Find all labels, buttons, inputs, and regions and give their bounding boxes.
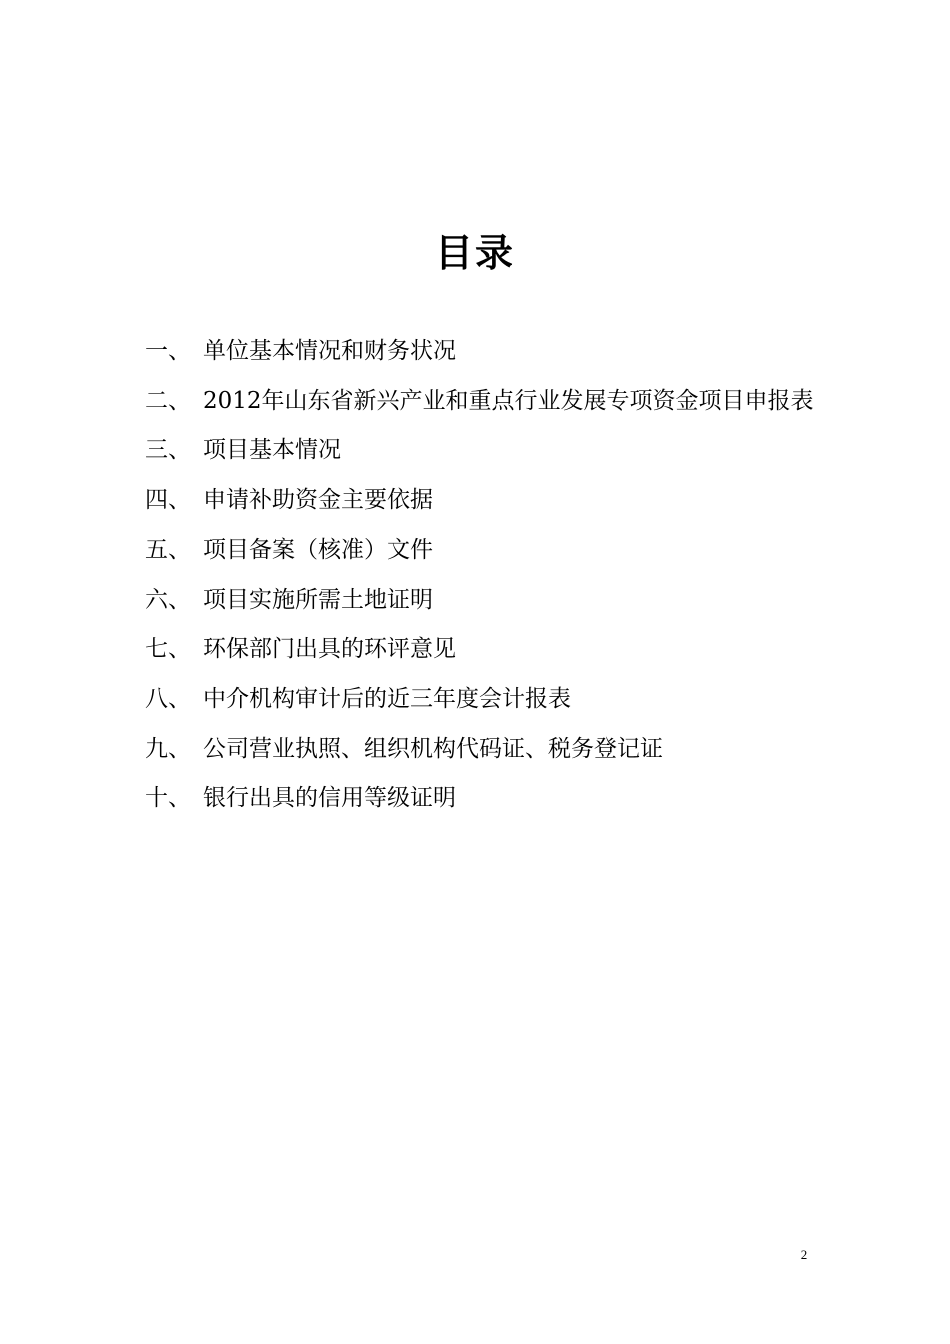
toc-item-text: 银行出具的信用等级证明 [203, 785, 456, 812]
toc-item-text: 项目实施所需土地证明 [203, 586, 433, 613]
toc-item-text: 公司营业执照、组织机构代码证、税务登记证 [203, 735, 663, 762]
page-number: 2 [800, 1247, 808, 1262]
page-title: 目录 [434, 231, 515, 275]
table-of-contents [145, 327, 825, 824]
toc-item-text: 2012年山东省新兴产业和重点行业发展专项资金项目申报表 [203, 387, 814, 414]
toc-item-text: 单位基本情况和财务状况 [203, 338, 456, 364]
toc-item-number: 六、 [145, 586, 191, 613]
toc-item [145, 675, 825, 725]
toc-item [145, 327, 825, 377]
toc-item-number: 四、 [145, 487, 191, 514]
toc-item-text: 项目备案（核准）文件 [203, 536, 433, 563]
toc-item-number: 二、 [145, 387, 191, 414]
toc-item [145, 377, 825, 427]
toc-item-number: 八、 [145, 685, 191, 712]
toc-item [145, 426, 825, 476]
toc-item-text: 环保部门出具的环评意见 [203, 636, 456, 663]
toc-item [145, 526, 825, 576]
toc-item-number: 十、 [145, 785, 191, 812]
toc-item-number: 五、 [145, 536, 191, 563]
toc-item-number: 七、 [145, 636, 191, 663]
toc-item-text: 中介机构审计后的近三年度会计报表 [203, 685, 571, 712]
toc-item [145, 774, 825, 824]
toc-item-text: 申请补助资金主要依据 [203, 487, 433, 514]
toc-item-number: 一、 [145, 338, 191, 364]
toc-item-text: 项目基本情况 [203, 437, 341, 464]
toc-item [145, 625, 825, 675]
toc-item [145, 725, 825, 775]
toc-item-number: 九、 [145, 735, 191, 762]
toc-item [145, 476, 825, 526]
toc-item-number: 三、 [145, 437, 191, 464]
toc-item [145, 576, 825, 626]
